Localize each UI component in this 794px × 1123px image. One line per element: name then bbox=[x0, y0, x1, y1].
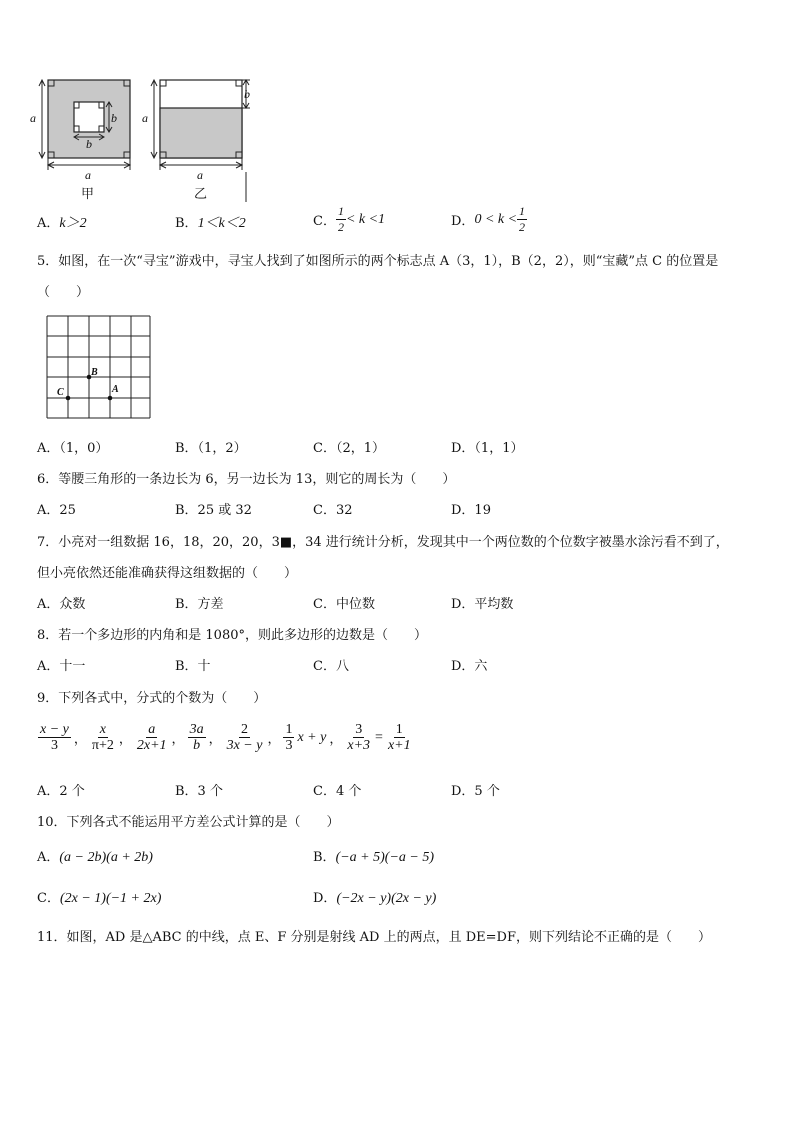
point-c bbox=[66, 396, 71, 401]
figure-yi bbox=[151, 80, 250, 202]
q9-option-d[interactable]: D．5 个 bbox=[451, 784, 500, 799]
q9-option-c[interactable]: C．4 个 bbox=[313, 784, 362, 799]
q6-stem: 6．等腰三角形的一条边长为 6，另一边长为 13，则它的周长为（ ） bbox=[37, 472, 456, 487]
q5-stem: 5．如图，在一次“寻宝”游戏中，寻宝人找到了如图所示的两个标志点 A（3，1），B（2，2），则“宝藏”点 C 的位置是 bbox=[37, 254, 719, 269]
q8-option-d[interactable]: D．六 bbox=[451, 659, 488, 674]
q7-option-c[interactable]: C．中位数 bbox=[313, 597, 375, 612]
yi-b-side-label: b bbox=[244, 87, 250, 101]
q8-option-b[interactable]: B．十 bbox=[175, 659, 211, 674]
q4-option-d[interactable]: D． 0 < k < $\frac{1}{2}$ bbox=[451, 204, 526, 234]
q7-option-b[interactable]: B．方差 bbox=[175, 597, 224, 612]
figure-jia bbox=[39, 80, 130, 170]
q6-option-c[interactable]: C．32 bbox=[313, 503, 353, 518]
q6-option-a[interactable]: A．25 bbox=[37, 503, 76, 518]
yi-a-bottom-label: a bbox=[197, 168, 203, 182]
q7-option-a[interactable]: A．众数 bbox=[37, 597, 86, 612]
q5-option-c[interactable]: C．（2，1） bbox=[313, 441, 385, 456]
q8-option-a[interactable]: A．十一 bbox=[37, 659, 86, 674]
q9-stem: 9．下列各式中，分式的个数为（ ） bbox=[37, 691, 267, 706]
q7-option-d[interactable]: D．平均数 bbox=[451, 597, 514, 612]
q10-option-a[interactable]: A．(a − 2b)(a + 2b) bbox=[37, 850, 153, 865]
q9-expr-7-rhs: $\frac{1}{x+1}$ bbox=[387, 722, 411, 753]
yi-a-side-label: a bbox=[142, 111, 148, 125]
q5-option-a[interactable]: A．（1，0） bbox=[37, 441, 109, 456]
q6-option-b[interactable]: B．25 或 32 bbox=[175, 503, 252, 518]
jia-a-side-label: a bbox=[30, 111, 36, 125]
q9-expr-7-lhs: $\frac{3}{x+3}$ bbox=[347, 722, 371, 753]
q9-expr-1: $\frac{x - y}{3}$ bbox=[40, 722, 69, 753]
q5-grid-figure bbox=[44, 314, 154, 420]
q9-expr-3: $\frac{a}{2x+1}$ bbox=[136, 722, 167, 753]
q4-c-fraction: $\frac{1}{2}$ bbox=[337, 204, 344, 234]
q5-option-b[interactable]: B．（1，2） bbox=[175, 441, 247, 456]
yi-caption: 乙 bbox=[194, 187, 208, 202]
q5-option-d[interactable]: D．（1，1） bbox=[451, 441, 524, 456]
q9-expr-4: $\frac{3a}{b}$ bbox=[189, 722, 204, 753]
q11-stem: 11．如图，AD 是△ABC 的中线，点 E、F 分别是射线 AD 上的两点，且 DE=DF，则下列结论不正确的是（ ） bbox=[37, 930, 711, 945]
jia-caption: 甲 bbox=[81, 187, 95, 202]
q4-option-a[interactable]: A．k＞2 bbox=[37, 216, 87, 231]
square-figures bbox=[30, 72, 260, 207]
q9-option-a[interactable]: A．2 个 bbox=[37, 784, 85, 799]
q4-option-c[interactable]: C． $\frac{1}{2}$ < k <1 bbox=[313, 204, 386, 234]
q6-option-d[interactable]: D．19 bbox=[451, 503, 491, 518]
q9-expr-5: $\frac{2}{3x - y}$ bbox=[226, 722, 263, 753]
point-a bbox=[108, 396, 113, 401]
q9-expression-list: $\frac{x - y}{3}$ ， $\frac{x}{\pi+2}$ ， $\frac{a}{2x+1}$ ， $\frac{3a}{b}$ ， $\frac{2}{3x - y}$ ， $\frac{1}{3}$ x + y ， $\frac{3}{x+3}$ = $\frac{1}{x+1}$ bbox=[40, 722, 411, 753]
jia-b-bottom-label: b bbox=[86, 137, 92, 151]
q9-expr-6-frac: $\frac{1}{3}$ bbox=[285, 722, 293, 753]
q4-option-b[interactable]: B．1＜k＜2 bbox=[175, 216, 246, 231]
q8-stem: 8．若一个多边形的内角和是 1080°，则此多边形的边数是（ ） bbox=[37, 628, 427, 643]
q7-stem-line2: 但小亮依然还能准确获得这组数据的（ ） bbox=[37, 566, 298, 581]
q4-d-fraction: $\frac{1}{2}$ bbox=[519, 204, 526, 234]
q7-stem: 7．小亮对一组数据 16，18，20，20，3■，34 进行统计分析，发现其中一个两位数的个位数字被墨水涂污看不到了， bbox=[37, 535, 729, 550]
q10-stem: 10．下列各式不能运用平方差公式计算的是（ ） bbox=[37, 815, 340, 830]
q8-option-c[interactable]: C．八 bbox=[313, 659, 349, 674]
q10-option-b[interactable]: B．(−a + 5)(−a − 5) bbox=[313, 850, 434, 865]
q10-option-c[interactable]: C．(2x − 1)(−1 + 2x) bbox=[37, 891, 162, 906]
q9-expr-2: $\frac{x}{\pi+2}$ bbox=[91, 722, 114, 753]
q9-option-b[interactable]: B．3 个 bbox=[175, 784, 223, 799]
point-c-label: C bbox=[57, 387, 64, 398]
jia-b-side-label: b bbox=[111, 111, 117, 125]
jia-a-bottom-label: a bbox=[85, 168, 91, 182]
point-b-label: B bbox=[91, 367, 98, 378]
point-a-label: A bbox=[112, 384, 119, 395]
q9-expr-6-tail: x + y bbox=[297, 729, 327, 745]
q10-option-d[interactable]: D．(−2x − y)(2x − y) bbox=[313, 891, 437, 906]
q5-blank: （ ） bbox=[37, 285, 90, 300]
